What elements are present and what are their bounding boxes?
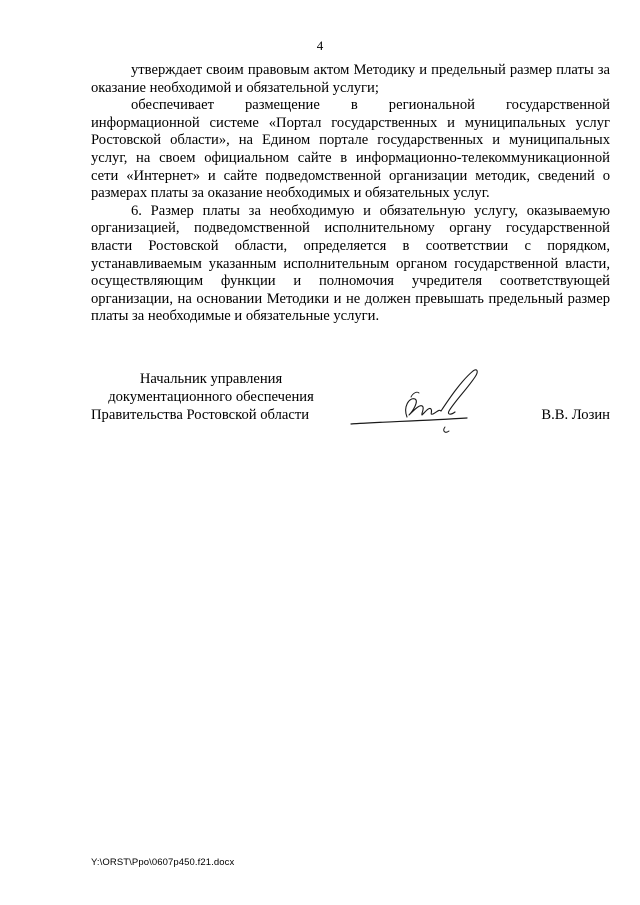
handwritten-signature-image	[349, 367, 489, 435]
footer-file-path: Y:\ORST\Ppo\0607p450.f21.docx	[91, 857, 235, 868]
signatory-position-line-1: Начальник управления	[139, 371, 283, 387]
document-body	[91, 62, 610, 326]
paragraph-approves-methodology: утверждает своим правовым актом Методику и предельный размер платы за оказание необходимой и обязательной услуги;	[91, 62, 610, 96]
signatory-position-line-3: Правительства Ростовской области	[91, 406, 310, 423]
signatory-position-line-2: документационного обеспечения	[108, 388, 314, 405]
paragraph-fee-amount: 6. Размер платы за необходимую и обязательную услугу, оказываемую организацией, подведомственной исполнительному органу государственной власти Ростовской области, определяется в соответствии с порядком, устанавливаемым указанным исполнительным органом государственной власти, осуществляющим функции и полномочия учредителя соответствующей организации, на основании Методики и не должен превышать предельный размер платы за необходимые и обязательные услуги.	[91, 202, 610, 325]
signatory-name: В.В. Лозин	[541, 406, 610, 423]
signatory-position	[91, 371, 331, 424]
signature-block	[91, 371, 610, 441]
page-number: 4	[316, 38, 324, 53]
paragraph-publication: обеспечивает размещение в региональной государственной информационной системе «Портал государственных и муниципальных услуг Ростовской области», на Едином портале государственных и муниципальных услуг, на своем официальном сайте в информационно-телекоммуникационной сети «Интернет» и сайте подведомственной организации методик, сведений о размерах платы за оказание необходимых и обязательных услуг.	[91, 97, 610, 202]
